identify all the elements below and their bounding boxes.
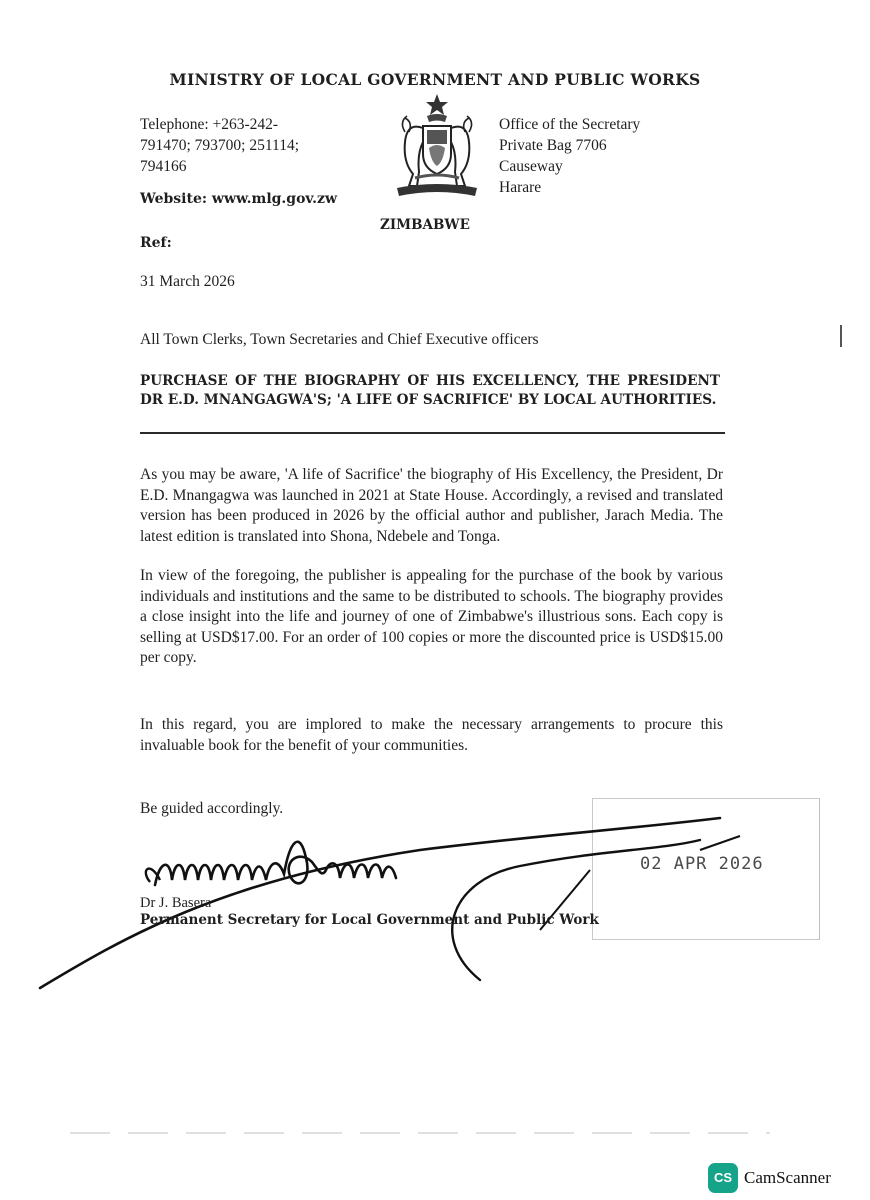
ministry-heading: MINISTRY OF LOCAL GOVERNMENT AND PUBLIC WORKS xyxy=(169,70,701,89)
stamp-date: 02 APR 2026 xyxy=(640,854,764,874)
signer-name: Dr J. Basera xyxy=(140,895,212,911)
handwritten-signature xyxy=(0,780,870,1010)
telephone-block xyxy=(140,114,360,177)
signer-title: Permanent Secretary for Local Government and Public Work xyxy=(140,912,599,928)
zimbabwe-coat-of-arms-icon xyxy=(387,92,487,198)
office-address-block xyxy=(499,114,699,198)
closing-line: Be guided accordingly. xyxy=(140,800,284,817)
letter-date: 31 March 2026 xyxy=(140,273,235,290)
reference-label: Ref: xyxy=(140,235,172,251)
office-line: Private Bag 7706 xyxy=(499,137,607,154)
office-line: Office of the Secretary xyxy=(499,116,641,133)
camscanner-watermark: CamScanner xyxy=(744,1168,831,1187)
body-paragraph: In this regard, you are implored to make the necessary arrangements to procure this invaluable book for the benefit of your communities. xyxy=(140,716,723,754)
telephone-line: 791470; 793700; 251114; xyxy=(140,137,300,154)
subject-underline xyxy=(140,432,725,434)
website-line: Website: www.mlg.gov.zw xyxy=(140,191,338,207)
office-line: Causeway xyxy=(499,158,563,175)
office-line: Harare xyxy=(499,179,542,196)
country-name: ZIMBABWE xyxy=(380,217,470,233)
telephone-line: Telephone: +263-242- xyxy=(140,116,279,133)
camscanner-logo-icon: CS xyxy=(708,1163,738,1193)
scan-artifact-line xyxy=(70,1130,770,1136)
scan-edge-mark xyxy=(840,325,842,347)
body-paragraph: As you may be aware, 'A life of Sacrifice' the biography of His Excellency, the President, Dr E.D. Mnangagwa was launched in 2021 at State House. Accordingly, a revised and translated version has been produced in 2026 by the official author and publisher, Jarach Media. The latest edition is translated into Shona, Ndebele and Tonga. xyxy=(140,466,723,545)
addressee-line: All Town Clerks, Town Secretaries and Chief Executive officers xyxy=(140,331,539,348)
body-paragraph: In view of the foregoing, the publisher is appealing for the purchase of the book by various individuals and institutions and the same to be distributed to schools. The biography provides a close insight into the life and journey of one of Zimbabwe's illustrious sons. Each copy is selling at USD$17.00. For an order of 100 copies or more the discounted price is USD$15.00 per copy. xyxy=(140,567,723,666)
telephone-line: 794166 xyxy=(140,158,187,175)
subject-heading: PURCHASE OF THE BIOGRAPHY OF HIS EXCELLENCY, THE PRESIDENT DR E.D. MNANGAGWA'S; 'A LIFE OF SACRIFICE' BY LOCAL AUTHORITIES. xyxy=(140,373,720,408)
